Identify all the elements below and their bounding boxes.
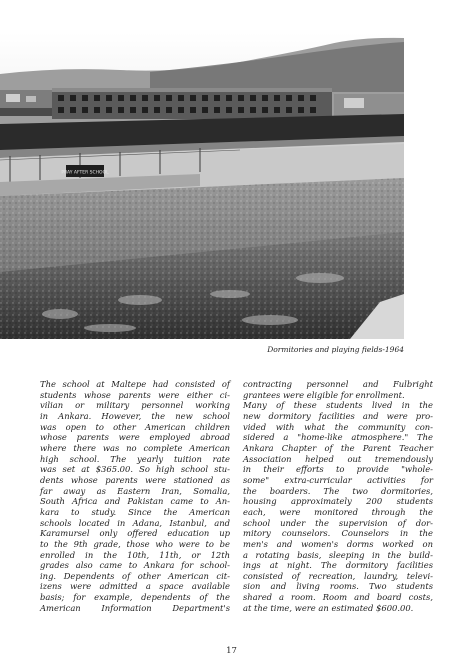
dormitory-photo [0,32,404,339]
text-line: in their efforts to provide "whole- [243,464,433,475]
text-line: high school. The yearly tuition rate [40,453,230,464]
text-line: sion and living rooms. Two students [243,581,433,592]
text-line: vilian or military personnel working [40,400,230,411]
text-line: basis; for example, dependents of the [40,592,230,603]
text-line: students whose parents were either ci- [40,389,230,400]
text-line: consisted of recreation, laundry, televi- [243,570,433,581]
text-line: housing approximately 200 students [243,496,433,507]
text-line: each, were monitored through the [243,506,433,517]
text-line: a rotating basis, sleeping in the build- [243,549,433,560]
text-line: school under the supervision of dor- [243,517,433,528]
text-line: sidered a "home-like atmosphere." The [243,432,433,443]
text-line: far away as Eastern Iran, Somalia, [40,485,230,496]
text-column-left [40,379,230,613]
page-number: 17 [226,646,237,656]
text-line: schools located in Adana, Istanbul, and [40,517,230,528]
text-line: at the time, were an estimated $600.00. [243,602,414,613]
text-line: enrolled in the 10th, 11th, or 12th [40,549,230,560]
text-line: vided with what the community con- [243,421,433,432]
text-line: izens were admitted a space available [40,581,230,592]
text-line: grantees were eligible for enrollment. [243,389,405,400]
text-line: some" extra-curricular activities for [243,474,433,485]
text-line: men's and women's dorms worked on [243,538,433,549]
text-line: in Ankara. However, the new school [40,410,230,421]
text-line: Many of these students lived in the [243,400,433,411]
text-line: contracting personnel and Fulbright [243,379,433,389]
text-line: Ankara Chapter of the Parent Teacher [243,442,433,453]
text-line: the boarders. The two dormitories, [243,485,433,496]
text-line: grades also came to Ankara for school- [40,560,230,571]
text-line: ings at night. The dormitory facilities [243,560,433,571]
text-line: Karamursel only offered education up [40,528,230,539]
text-line: shared a room. Room and board costs, [243,592,433,603]
text-line: was open to other American children [40,421,230,432]
text-line: mitory counselors. Counselors in the [243,528,433,539]
text-line: whose parents were employed abroad [40,432,230,443]
text-line: ing. Dependents of other American cit- [40,570,230,581]
text-line: kara to study. Since the American [40,506,230,517]
text-line: where there was no complete American [40,442,230,453]
text-line: dents whose parents were stationed as [40,474,230,485]
sign-text: PRAY AFTER SCHOOL [61,170,109,176]
photo-caption: Dormitories and playing fields-1964 [267,345,404,354]
text-line: was set at $365.00. So high school stu- [40,464,230,475]
text-line: American Information Department's [40,602,230,613]
text-line: South Africa and Pakistan came to An- [40,496,230,507]
text-line: to the 9th grade, those who were to be [40,538,230,549]
text-line: new dormitory facilities and were pro- [243,410,433,421]
text-line: Association helped out tremendously [243,453,433,464]
text-line: The school at Maltepe had consisted of [40,379,230,389]
text-column-right [243,379,433,613]
